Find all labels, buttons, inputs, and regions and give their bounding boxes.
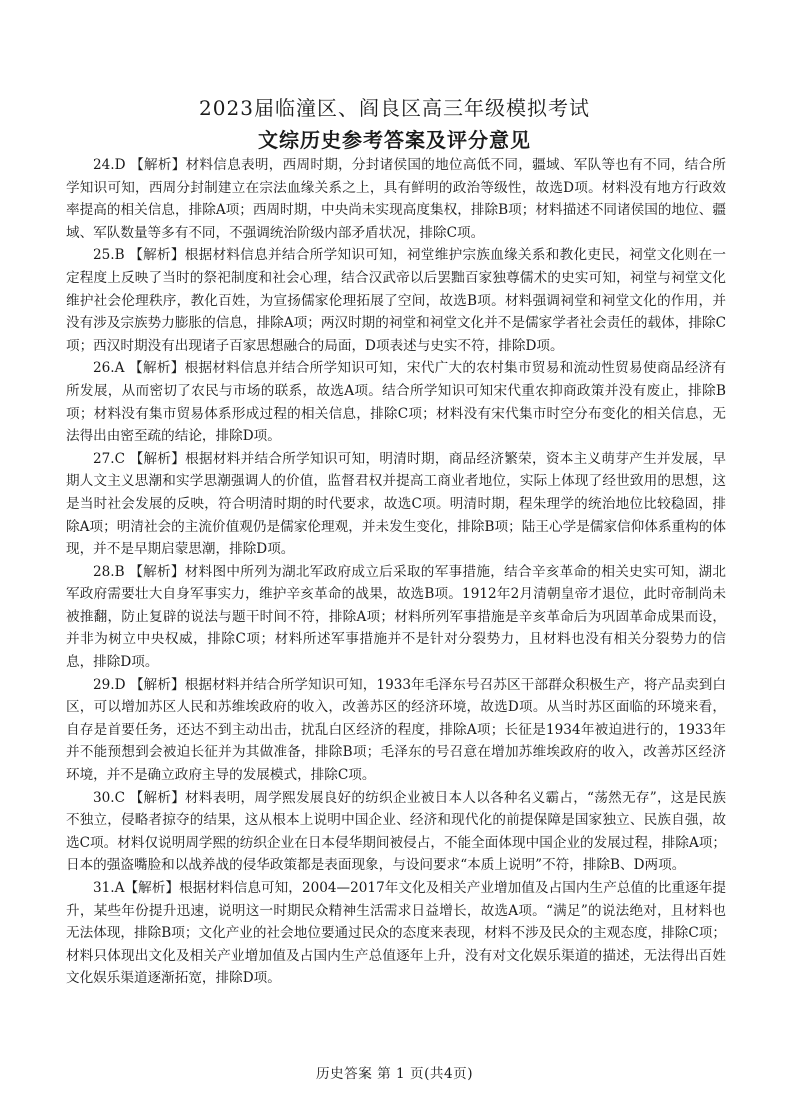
exam-title: 2023届临潼区、阎良区高三年级模拟考试 [199, 96, 590, 120]
document-subtitle: 文综历史参考答案及评分意见 [258, 128, 531, 152]
answer-item-30: 30.C 【解析】材料表明，周学熙发展良好的纺织企业被日本人以各种名义霸占，“荡然无存”，这是民族不独立，侵略者掠夺的结果，这从根本上说明中国企业、经济和现代化的前提保障是国家独立、民族自强，故选C项。材料仅说明周学熙的纺织企业在日本侵华期间被侵占，不能全面体现中国企业的发展过程，排除A项；日本的强盗嘴脸和以战养战的侵华政策都是表面现象，与设问要求“本质上说明”不符，排除B、D两项。 [66, 789, 726, 874]
answer-item-24: 24.D 【解析】材料信息表明，西周时期，分封诸侯国的地位高低不同，疆域、军队等也有不同，结合所学知识可知，西周分封制建立在宗法血缘关系之上，具有鲜明的政治等级性，故选D项。材料没有地方行政效率提高的相关信息，排除A项；西周时期，中央尚未实现高度集权，排除B项；材料描述不同诸侯国的地位、疆域、军队数量等多有不同，不强调统治阶级内部矛盾状况，排除C项。 [66, 157, 726, 241]
answer-item-27: 27.C 【解析】根据材料并结合所学知识可知，明清时期，商品经济繁荣，资本主义萌芽产生并发展，早期人文主义思潮和实学思潮强调人的价值，监督君权并提高工商业者地位，实际上体现了经世致用的思想，这是当时社会发展的反映，符合明清时期的时代要求，故选C项。明清时期，程朱理学的统治地位比较稳固，排除A项；明清社会的主流价值观仍是儒家伦理观，并未发生变化，排除B项；陆王心学是儒家信仰体系重构的体现，并不是早期启蒙思潮，排除D项。 [66, 450, 726, 558]
answer-item-26: 26.A 【解析】根据材料信息并结合所学知识可知，宋代广大的农村集市贸易和流动性贸易使商品经济有所发展，从而密切了农民与市场的联系，故选A项。结合所学知识可知宋代重农抑商政策并没有废止，排除B项；材料没有集市贸易体系形成过程的相关信息，排除C项；材料没有宋代集市时空分布变化的相关信息，无法得出由密至疏的结论，排除D项。 [66, 360, 726, 445]
page-footer: 历史答案 第 1 页(共4页) [315, 1066, 474, 1082]
answer-item-28: 28.B 【解析】材料图中所列为湖北军政府成立后采取的军事措施，结合辛亥革命的相关史实可知，湖北军政府需要壮大自身军事实力，维护辛亥革命的战果，故选B项。1912年2月清朝皇帝才退位，此时帝制尚未被推翻，防止复辟的说法与题干时间不符，排除A项；材料所列军事措施是辛亥革命后为巩固革命成果而设，并非为树立中央权威，排除C项；材料所述军事措施并不是针对分裂势力，且材料也没有相关分裂势力的信息，排除D项。 [66, 563, 726, 671]
answer-list [66, 154, 726, 990]
answer-item-29: 29.D 【解析】根据材料并结合所学知识可知，1933年毛泽东号召苏区干部群众积极生产，将产品卖到白区，可以增加苏区人民和苏维埃政府的收入，改善苏区的经济环境，故选D项。从当时苏区面临的环境来看，自存是首要任务，还达不到主动出击，扰乱白区经济的程度，排除A项；长征是1934年被迫进行的，1933年并不能预想到会被迫长征并为其做准备，排除B项；毛泽东的号召意在增加苏维埃政府的收入，改善苏区经济环境，并不是确立政府主导的发展模式，排除C项。 [66, 676, 726, 784]
answer-item-31: 31.A【解析】根据材料信息可知，2004—2017年文化及相关产业增加值及占国内生产总值的比重逐年提升，某些年份提升迅速，说明这一时期民众精神生活需求日益增长，故选A项。“满足”的说法绝对，且材料也无法体现，排除B项；文化产业的社会地位要通过民众的态度来表现，材料不涉及民众的主观态度，排除C项；材料只体现出文化及相关产业增加值及占国内生产总值逐年上升，没有对文化娱乐渠道的描述，无法得出百姓文化娱乐渠道逐渐拓宽，排除D项。 [66, 880, 726, 987]
answer-item-25: 25.B 【解析】根据材料信息并结合所学知识可知，祠堂维护宗族血缘关系和教化吏民，祠堂文化则在一定程度上反映了当时的祭祀制度和社会心理，结合汉武帝以后罢黜百家独尊儒术的史实可知，祠堂与祠堂文化维护社会伦理秩序，教化百姓，为宣扬儒家伦理拓展了空间，故选B项。材料强调祠堂和祠堂文化的作用，并没有涉及宗族势力膨胀的信息，排除A项；两汉时期的祠堂和祠堂文化并不是儒家学者社会责任的载体，排除C项；西汉时期没有出现诸子百家思想融合的局面，D项表述与史实不符，排除D项。 [66, 247, 726, 354]
